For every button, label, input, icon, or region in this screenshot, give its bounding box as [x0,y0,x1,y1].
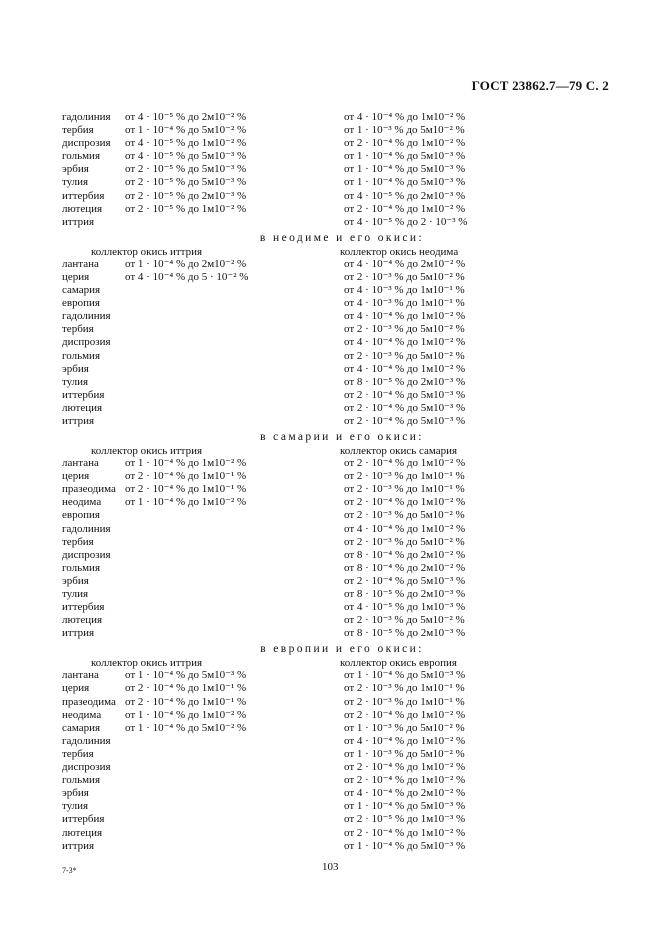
range-col2: от 4 · 10⁻⁴ % до 1м10⁻² % [344,111,466,123]
table-row [62,402,622,415]
range-col2: от 8 · 10⁻⁵ % до 2м10⁻³ % [344,627,466,640]
element-name: иттербия [62,601,105,614]
table-row [62,336,622,349]
footer-mark: 7-3* [62,866,77,875]
element-name: неодима [62,496,102,509]
collector-col1: коллектор окись иттрия [91,245,203,258]
range-col2: от 2 · 10⁻⁵ % до 1м10⁻³ % [344,813,466,826]
range-col2: от 1 · 10⁻⁴ % до 5м10⁻³ % [344,176,466,189]
table-row [62,614,622,627]
range-col2: от 2 · 10⁻³ % до 1м10⁻¹ % [344,483,465,496]
range-col1: от 4 · 10⁻⁴ % до 5 · 10⁻² % [125,270,249,283]
element-name: диспрозия [62,548,111,561]
element-name: диспрозия [62,761,111,774]
range-col2: от 4 · 10⁻³ % до 1м10⁻¹ % [344,284,465,297]
range-col2: от 2 · 10⁻³ % до 5м10⁻² % [344,614,465,627]
element-name: эрбия [62,362,89,375]
table-row [62,284,622,297]
range-col2: от 4 · 10⁻⁴ % до 1м10⁻² % [344,310,466,323]
range-col2: от 2 · 10⁻³ % до 5м10⁻² % [344,323,465,336]
range-col2: от 4 · 10⁻⁴ % до 2м10⁻² % [344,257,466,270]
element-name: лютеция [62,202,103,215]
range-col2: от 4 · 10⁻⁴ % до 2м10⁻² % [344,787,466,800]
element-name: диспрозия [62,137,111,150]
range-col2: от 2 · 10⁻³ % до 5м10⁻² % [344,535,465,548]
table-row [62,827,622,840]
range-col2: от 1 · 10⁻⁴ % до 5м10⁻³ % [344,669,466,682]
table-row [62,509,622,522]
table-row [62,483,622,496]
element-name: лютеция [62,826,103,839]
section-title: в неодиме и его окиси: [259,231,425,244]
table-row [62,470,622,483]
element-name: иттербия [62,813,105,826]
element-name: неодима [62,708,102,721]
collector-col2: коллектор окись европия [340,657,457,670]
table-row [62,601,622,614]
table-row [62,800,622,813]
range-col1: от 4 · 10⁻⁵ % до 1м10⁻² % [125,137,247,150]
range-col2: от 2 · 10⁻³ % до 5м10⁻² % [344,349,465,362]
range-col2: от 8 · 10⁻⁴ % до 2м10⁻² % [344,548,466,561]
range-col1: от 1 · 10⁻⁴ % до 5м10⁻² % [125,124,247,137]
table-row [62,761,622,774]
element-name: празеодима [62,483,116,496]
table-row [62,536,622,549]
range-col2: от 2 · 10⁻⁴ % до 1м10⁻² % [344,457,466,470]
range-col2: от 2 · 10⁻⁴ % до 1м10⁻² % [344,708,466,721]
range-col2: от 4 · 10⁻⁵ % до 2 · 10⁻³ % [344,215,468,228]
range-col2: от 4 · 10⁻⁵ % до 1м10⁻³ % [344,601,466,614]
range-col1: от 1 · 10⁻⁴ % до 1м10⁻² % [125,708,247,721]
collector-col1: коллектор окись иттрия [91,445,203,458]
section-title: в самарии и его окиси: [260,431,424,444]
element-name: иттербия [62,189,105,202]
element-name: иттрия [62,414,95,427]
element-name: тулия [62,588,89,600]
collector-col1: коллектор окись иттрия [91,657,203,670]
collector-header [62,246,622,258]
range-col2: от 1 · 10⁻³ % до 5м10⁻² % [344,124,465,137]
range-col1: от 1 · 10⁻⁴ % до 1м10⁻² % [125,457,247,470]
element-name: лютеция [62,614,103,627]
range-col2: от 2 · 10⁻⁴ % до 1м10⁻² % [344,774,466,787]
range-col1: от 2 · 10⁻⁵ % до 2м10⁻³ % [125,189,247,202]
table-row [62,323,622,336]
element-name: гадолиния [62,734,111,747]
table-row [62,813,622,826]
range-col2: от 2 · 10⁻³ % до 5м10⁻² % [344,509,465,522]
table-row [62,310,622,323]
range-col1: от 4 · 10⁻⁵ % до 5м10⁻³ % [125,150,247,163]
table-row [62,748,622,761]
table-row [62,163,622,176]
table-row [62,787,622,800]
range-col1: от 2 · 10⁻⁵ % до 1м10⁻² % [125,202,247,215]
range-col1: от 2 · 10⁻⁵ % до 5м10⁻³ % [125,176,247,189]
table-row [62,203,622,216]
document-body [62,111,622,853]
table-row [62,735,622,748]
element-name: лантана [62,257,99,270]
element-name: гольмия [62,561,101,574]
table-row [62,190,622,203]
element-name: церия [62,270,90,283]
range-col2: от 2 · 10⁻⁴ % до 5м10⁻³ % [344,401,466,414]
range-col2: от 8 · 10⁻⁵ % до 2м10⁻³ % [344,375,466,388]
range-col1: от 1 · 10⁻⁴ % до 2м10⁻² % [125,257,247,270]
range-col2: от 1 · 10⁻³ % до 5м10⁻² % [344,721,465,734]
element-name: иттрия [62,839,95,852]
element-name: эрбия [62,163,89,176]
element-name: лантана [62,457,99,470]
range-col2: от 2 · 10⁻⁴ % до 1м10⁻² % [344,826,466,839]
range-col2: от 2 · 10⁻⁴ % до 5м10⁻³ % [344,414,466,427]
table-row [62,124,622,137]
table-row [62,575,622,588]
element-name: иттербия [62,388,105,401]
element-name: диспрозия [62,336,111,349]
table-row [62,840,622,853]
table-row [62,549,622,562]
table-row [62,457,622,470]
element-name: тербия [62,124,94,137]
collector-header [62,445,622,457]
range-col2: от 1 · 10⁻⁴ % до 5м10⁻³ % [344,163,466,176]
element-name: эрбия [62,574,89,587]
table-row [62,588,622,601]
element-name: церия [62,682,90,695]
range-col2: от 1 · 10⁻³ % до 5м10⁻² % [344,747,465,760]
element-name: тербия [62,535,94,548]
range-col2: от 1 · 10⁻⁴ % до 5м10⁻³ % [344,839,466,852]
table-row [62,415,622,428]
range-col1: от 1 · 10⁻⁴ % до 1м10⁻² % [125,496,247,509]
element-name: лютеция [62,401,103,414]
table-row [62,376,622,389]
range-col2: от 4 · 10⁻⁴ % до 1м10⁻² % [344,336,466,349]
page-number: 103 [322,861,339,873]
element-name: эрбия [62,787,89,800]
range-col2: от 2 · 10⁻³ % до 1м10⁻¹ % [344,682,465,695]
range-col2: от 4 · 10⁻⁵ % до 2м10⁻³ % [344,189,466,202]
range-col2: от 2 · 10⁻³ % до 5м10⁻² % [344,270,465,283]
range-col2: от 2 · 10⁻⁴ % до 1м10⁻² % [344,496,466,509]
element-name: церия [62,470,90,483]
document-header: ГОСТ 23862.7—79 С. 2 [471,78,609,93]
table-row [62,389,622,402]
table-row [62,350,622,363]
range-col1: от 2 · 10⁻⁴ % до 1м10⁻¹ % [125,483,247,496]
table-row [62,150,622,163]
range-col2: от 2 · 10⁻⁴ % до 1м10⁻² % [344,761,466,774]
element-name: гольмия [62,349,101,362]
table-row [62,258,622,271]
table-row [62,627,622,640]
element-name: гольмия [62,774,101,787]
table-row [62,496,622,509]
collector-col2: коллектор окись неодима [340,245,459,258]
range-col2: от 4 · 10⁻⁴ % до 1м10⁻² % [344,734,466,747]
table-row [62,176,622,189]
collector-col2: коллектор окись самария [340,445,458,458]
range-col2: от 4 · 10⁻⁴ % до 1м10⁻² % [344,522,466,535]
element-name: тулия [62,375,89,388]
table-row [62,696,622,709]
element-name: европия [62,509,100,522]
table-row [62,709,622,722]
range-col2: от 1 · 10⁻⁴ % до 5м10⁻³ % [344,800,466,813]
collector-header [62,657,622,669]
table-row [62,774,622,787]
table-row [62,523,622,536]
element-name: иттрия [62,627,95,640]
range-col1: от 1 · 10⁻⁴ % до 5м10⁻³ % [125,669,247,682]
element-name: самария [62,284,101,297]
table-row [62,722,622,735]
table-row [62,562,622,575]
element-name: празеодима [62,695,116,708]
range-col2: от 2 · 10⁻⁴ % до 1м10⁻² % [344,202,466,215]
element-name: гадолиния [62,522,111,535]
range-col2: от 1 · 10⁻⁴ % до 5м10⁻³ % [344,150,466,163]
table-row [62,216,622,229]
range-col1: от 2 · 10⁻⁴ % до 1м10⁻¹ % [125,682,247,695]
element-name: тербия [62,747,94,760]
element-name: тулия [62,800,89,813]
element-name: иттрия [62,215,95,228]
section-title: в европии и его окиси: [260,643,424,656]
table-row [62,137,622,150]
range-col2: от 2 · 10⁻⁴ % до 1м10⁻² % [344,137,466,150]
range-col2: от 2 · 10⁻³ % до 1м10⁻¹ % [344,470,465,483]
element-name: тулия [62,176,89,189]
range-col1: от 1 · 10⁻⁴ % до 5м10⁻² % [125,721,247,734]
range-col2: от 8 · 10⁻⁴ % до 2м10⁻² % [344,561,466,574]
element-name: тербия [62,323,94,336]
range-col1: от 2 · 10⁻⁴ % до 1м10⁻¹ % [125,695,247,708]
range-col2: от 2 · 10⁻⁴ % до 5м10⁻³ % [344,574,466,587]
table-row [62,669,622,682]
table-row [62,271,622,284]
range-col1: от 2 · 10⁻⁴ % до 1м10⁻¹ % [125,470,247,483]
element-name: гадолиния [62,310,111,323]
element-name: самария [62,721,101,734]
range-col2: от 4 · 10⁻⁴ % до 1м10⁻² % [344,362,466,375]
element-name: гольмия [62,150,101,163]
table-row [62,111,622,124]
range-col1: от 4 · 10⁻⁵ % до 2м10⁻² % [125,111,247,123]
range-col2: от 2 · 10⁻⁴ % до 5м10⁻³ % [344,388,466,401]
table-row [62,297,622,310]
element-name: гадолиния [62,111,111,123]
range-col2: от 4 · 10⁻³ % до 1м10⁻¹ % [344,297,465,310]
table-row [62,682,622,695]
element-name: лантана [62,669,99,682]
range-col2: от 2 · 10⁻³ % до 1м10⁻¹ % [344,695,465,708]
range-col2: от 8 · 10⁻⁵ % до 2м10⁻³ % [344,588,466,600]
element-name: европия [62,297,100,310]
table-row [62,363,622,376]
range-col1: от 2 · 10⁻⁵ % до 5м10⁻³ % [125,163,247,176]
